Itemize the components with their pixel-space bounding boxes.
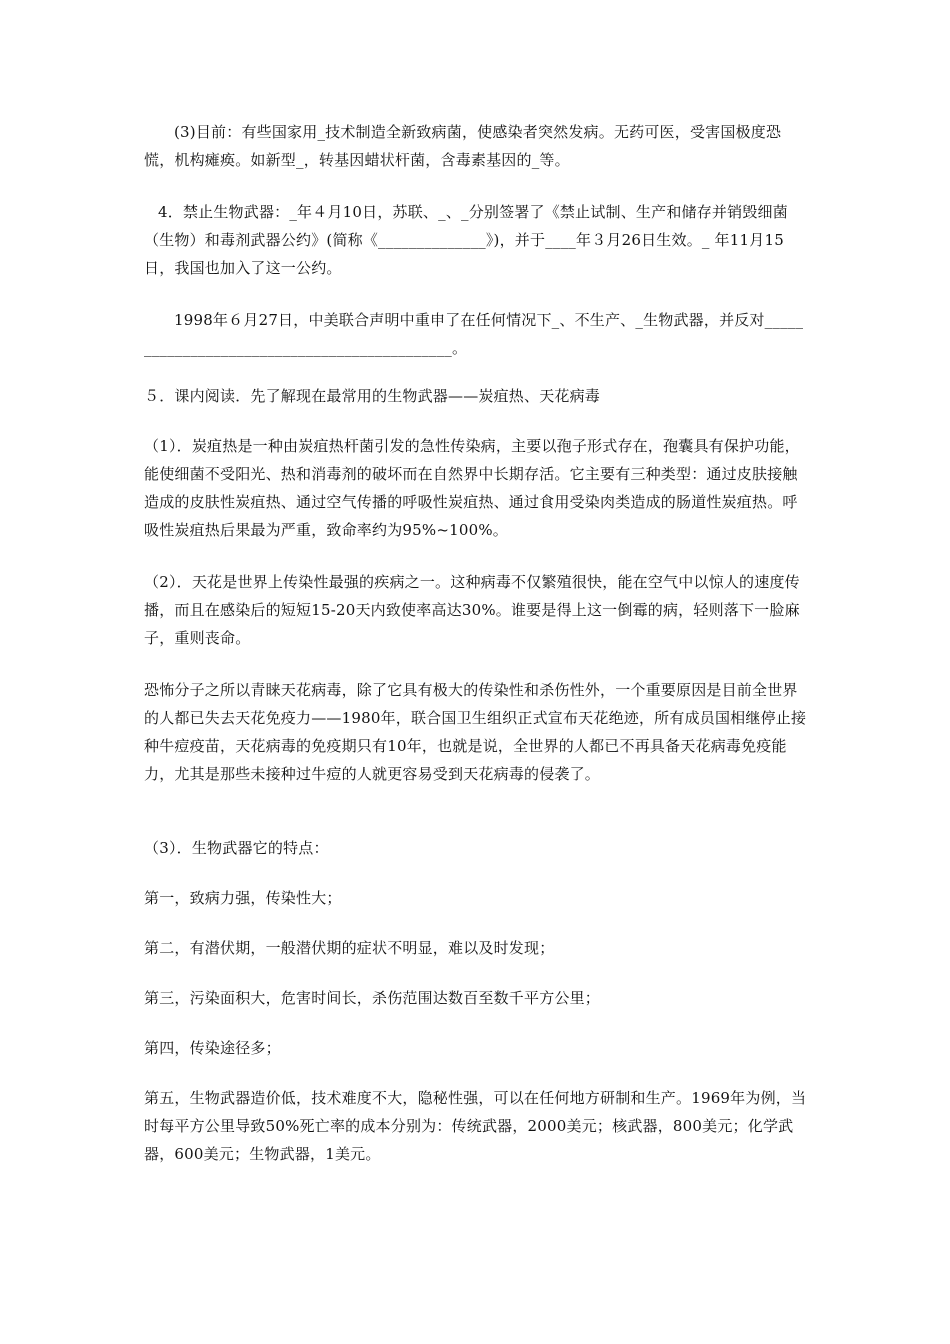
paragraph-features-heading: （3）．生物武器它的特点： (144, 839, 329, 857)
paragraph-feature-1: 第一，致病力强，传染性大； (144, 889, 342, 907)
paragraph-feature-5: 第五，生物武器造价低，技术难度不大，隐秘性强，可以在任何地方研制和生产。1969年为例，当时每平方公里导致50%死亡率的成本分别为：传统武器，2000美元；核武器，800美元；化学武器，600美元；生物武器，1美元。 (144, 1089, 807, 1163)
paragraph-feature-3: 第三，污染面积大，危害时间长，杀伤范围达数百至数千平方公里； (144, 989, 601, 1007)
paragraph-feature-2: 第二，有潜伏期，一般潜伏期的症状不明显，难以及时发现； (144, 939, 555, 957)
paragraph-anthrax: （1）．炭疽热是一种由炭疽热杆菌引发的急性传染病，主要以孢子形式存在，孢囊具有保护功能，能使细菌不受阳光、热和消毒剂的破坏而在自然界中长期存活。它主要有三种类型：通过皮肤接触造成的皮肤性炭疽热、通过空气传播的呼吸性炭疽热、通过食用受染肉类造成的肠道性炭疽热。呼吸性炭疽热后果最为严重，致命率约为95%~100%。 (144, 437, 800, 539)
paragraph-reading-heading: ５．课内阅读．先了解现在最常用的生物武器——炭疽热、天花病毒 (144, 387, 601, 405)
paragraph-sino-us-statement: 1998年６月27日，中美联合声明中重申了在任何情况下_、不生产、_生物武器，并反对_____________________________________________。 (144, 311, 804, 357)
paragraph-feature-4: 第四，传染途径多； (144, 1039, 281, 1057)
paragraph-current-genetic-pathogens: (3)目前：有些国家用_技术制造全新致病菌，使感染者突然发病。无药可医，受害国极度恐慌，机构瘫痪。如新型_，转基因蜡状杆菌，含毒素基因的_等。 (144, 123, 782, 169)
paragraph-ban-biological-weapons: 4．禁止生物武器：_年４月10日，苏联、_、_分别签署了《禁止试制、生产和储存并销毁细菌（生物）和毒剂武器公约》(简称《______________》)，并于____年３月26日生效。_ 年11月15日，我国也加入了这一公约。 (144, 203, 788, 277)
paragraph-smallpox: （2）．天花是世界上传染性最强的疾病之一。这种病毒不仅繁殖很快，能在空气中以惊人的速度传播，而且在感染后的短短15-20天内致使率高达30%。谁要是得上这一倒霉的病，轻则落下一脸麻子，重则丧命。 (144, 573, 800, 647)
paragraph-terrorists-smallpox: 恐怖分子之所以青睐天花病毒，除了它具有极大的传染性和杀伤性外，一个重要原因是目前全世界的人都已失去天花免疫力——1980年，联合国卫生组织正式宣布天花绝迹，所有成员国相继停止接种牛痘疫苗，天花病毒的免疫期只有10年，也就是说，全世界的人都已不再具备天花病毒免疫能力，尤其是那些未接种过牛痘的人就更容易受到天花病毒的侵袭了。 (144, 681, 807, 783)
